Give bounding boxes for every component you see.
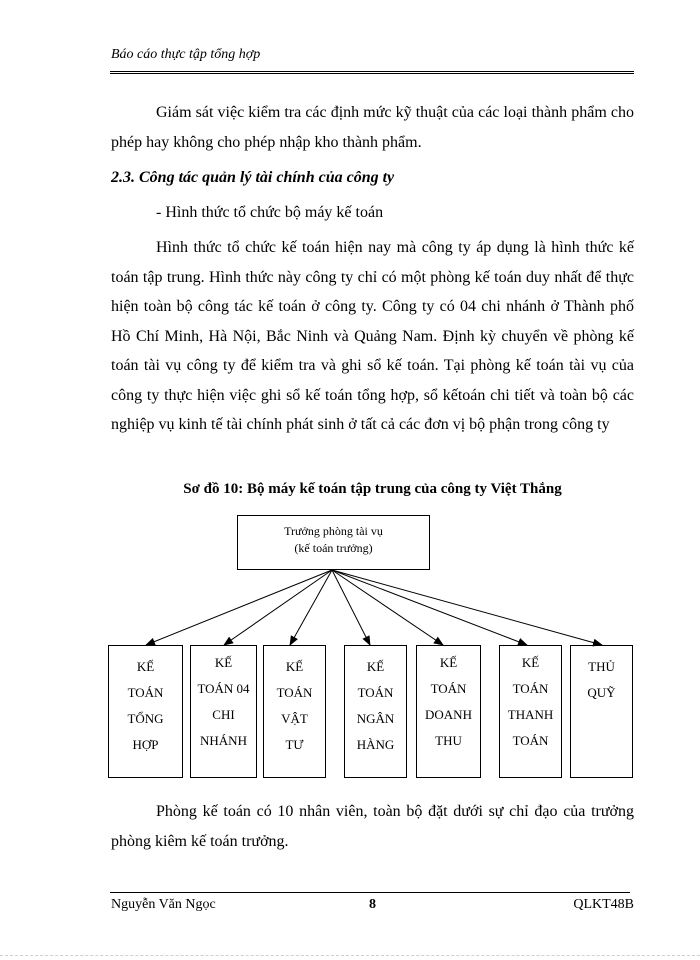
box-text: TOÁN (127, 685, 164, 700)
footer-class: QLKT48B (573, 897, 634, 912)
box-text: NHÁNH (200, 733, 247, 748)
chief-box-line1: Trưởng phòng tài vụ (284, 524, 383, 538)
diagram-caption: Sơ đồ 10: Bộ máy kế toán tập trung của công ty Việt Thắng (183, 481, 562, 497)
page-number: 8 (369, 897, 376, 912)
page-header-title: Báo cáo thực tập tổng hợp (111, 47, 261, 62)
footer-divider (110, 892, 630, 893)
box-ke-toan-tong-hop (108, 645, 183, 778)
box-text: TƯ (285, 737, 304, 752)
box-ke-toan-chi-nhanh (190, 645, 257, 778)
paragraph-intro: Giám sát việc kiểm tra các định mức kỹ thuật của các loại thành phẩm cho phép hay không cho phép nhập kho thành phẩm. (111, 104, 634, 151)
box-ke-toan-ngan-hang (344, 645, 407, 778)
arrow-line (332, 570, 527, 645)
box-text: VẬT (281, 711, 308, 726)
box-text: KẾ (285, 659, 304, 674)
paragraph-body: Hình thức tổ chức kế toán hiện nay mà công ty áp dụng là hình thức kế toán tập trung. Hình thức này công ty chỉ có một phòng kế toán duy nhất để thực hiện toàn bộ công tác kế toán ở công ty. Công ty có 04 chi nhánh ở Thành phố Hồ Chí Minh, Hà Nội, Bắc Ninh và Quảng Nam. Định kỳ chuyển về phòng kế toán tài vụ công ty để kiểm tra và ghi sổ kế toán. Tại phòng kế toán tài vụ của công ty thực hiện việc ghi sổ kế toán tổng hợp, sổ kếtoán chi tiết và toàn bộ các nghiệp vụ kinh tế tài chính phát sinh ở tất cả các đơn vị bộ phận trong công ty (111, 239, 634, 433)
section-heading: 2.3. Công tác quản lý tài chính của công ty (111, 169, 395, 186)
box-ke-toan-thanh-toan (499, 645, 562, 778)
box-text: KẾ (136, 659, 155, 674)
box-thu-quy (570, 645, 633, 778)
paragraph-staff: Phòng kế toán có 10 nhân viên, toàn bộ đặt dưới sự chỉ đạo của trưởng phòng kiêm kế toán trưởng. (111, 803, 634, 850)
box-text: THU (435, 733, 462, 748)
chief-accountant-box (237, 515, 430, 570)
box-text: HÀNG (356, 737, 395, 752)
arrow-line (290, 570, 332, 645)
chief-box-line2: (kế toán trưởng) (294, 541, 373, 555)
box-text: TOÁN (512, 733, 549, 748)
box-text: CHI (212, 707, 235, 722)
arrow-line (332, 570, 602, 645)
bullet-item: - Hình thức tổ chức bộ máy kế toán (156, 204, 384, 221)
footer-author: Nguyễn Văn Ngọc (111, 897, 216, 912)
arrow-line (332, 570, 370, 645)
box-ke-toan-doanh-thu (416, 645, 481, 778)
box-text: KẾ (439, 655, 458, 670)
box-text: THỦ (588, 659, 615, 674)
box-text: KẾ (214, 655, 233, 670)
box-text: NGÂN (356, 711, 395, 726)
box-text: QUỸ (587, 685, 616, 700)
page-break-line (0, 955, 700, 956)
box-text: TOÁN (512, 681, 549, 696)
arrow-line (332, 570, 443, 645)
box-text: HỢP (132, 737, 159, 752)
box-text: TOÁN 04 (197, 681, 250, 696)
box-text: TOÁN (276, 685, 313, 700)
box-text: TOÁN (430, 681, 467, 696)
box-text: THANH (507, 707, 554, 722)
box-text: DOANH (425, 707, 472, 722)
box-ke-toan-vat-tu (263, 645, 326, 778)
box-text: TỔNG (127, 711, 164, 726)
box-text: KẾ (521, 655, 540, 670)
box-text: KẾ (366, 659, 385, 674)
arrow-line (146, 570, 332, 645)
box-text: TOÁN (357, 685, 394, 700)
